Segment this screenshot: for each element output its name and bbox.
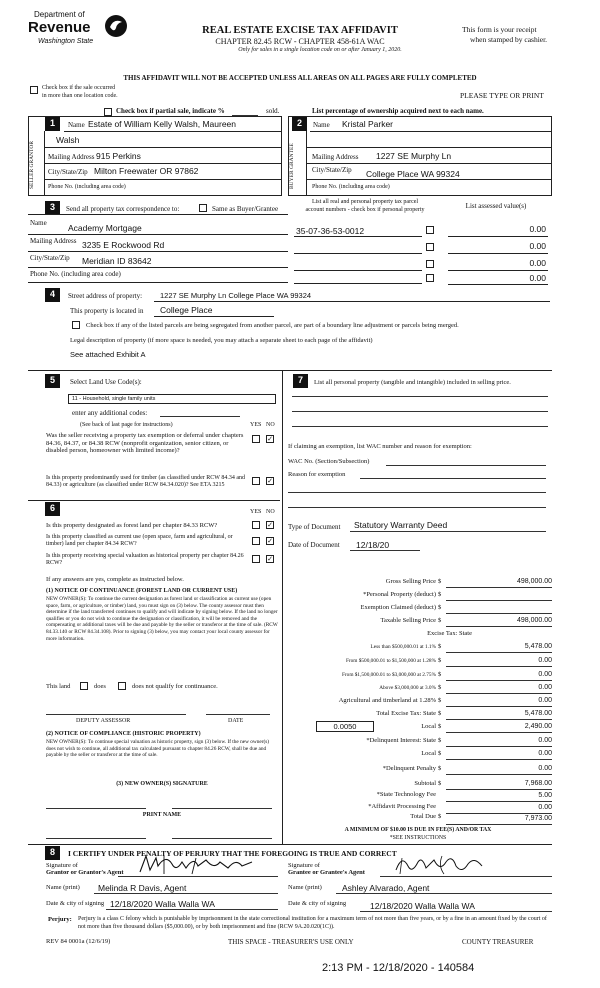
grantee-name[interactable]: Ashley Alvarado, Agent <box>342 883 430 893</box>
wac-label: WAC No. (Section/Subsection) <box>288 458 370 465</box>
s6-yes-header: YES <box>250 509 262 515</box>
seller-csz-label: City/State/Zip <box>48 168 88 176</box>
dollar-sign: $ <box>438 591 442 598</box>
buyer-csz[interactable]: College Place WA 99324 <box>366 169 460 179</box>
seller-side-label: SELLER GRANTOR <box>29 140 35 190</box>
s5-question-2: Is this property predominantly used for timber (as classified under RCW 84.34 and 84.33) or agriculture (as classified under RCW 84.34.020)? See ETA 3215 <box>46 475 246 488</box>
tax-row-value[interactable]: 0.00 <box>538 684 552 691</box>
pct-list-label: List percentage of ownership acquired next to each name. <box>312 107 484 115</box>
if-yes-instructions: If any answers are yes, complete as instructed below. <box>46 576 184 583</box>
this-land-label: This land <box>46 683 71 690</box>
perjury-text: Perjury is a class C felony which is punishable by imprisonment in the state correctional institution for a maximum term of not more than five years, or by a fine in an amount fixed by the court of not more than five thousand dollars ($5,000.00), or by both imprisonment and fine (RCW 9A.20.020(1C)). <box>78 916 547 930</box>
buyer-name[interactable]: Kristal Parker <box>342 119 394 129</box>
logo-revenue-text: Revenue <box>28 19 91 36</box>
tax-row-label: Less than $500,000.01 at 1.1% <box>370 644 436 650</box>
see-instructions-note: *SEE INSTRUCTIONS <box>389 835 447 841</box>
corr-name-label: Name <box>30 219 47 227</box>
partial-sale-label: Check box if partial sale, indicate % <box>116 107 225 115</box>
dollar-sign: $ <box>438 697 442 704</box>
dollar-sign: $ <box>438 604 442 611</box>
s6-q1-yes-checkbox[interactable] <box>252 521 260 529</box>
section-3-badge: 3 <box>45 201 60 215</box>
exemption-claim-label: If claiming an exemption, list WAC number and reason for exemption: <box>288 443 472 450</box>
seller-name-label: Name <box>68 121 85 129</box>
street-address[interactable]: 1227 SE Murphy Ln College Place WA 99324 <box>160 291 312 300</box>
assessed-value[interactable]: 0.00 <box>529 273 546 283</box>
segregate-label: Check box if any of the listed parcels are being segregated from another parcel, are part of a boundary line adjustment or parcels being merged. <box>86 322 459 329</box>
assessed-value[interactable]: 0.00 <box>529 241 546 251</box>
tax-row-label: *Delinquent Penalty <box>382 765 436 772</box>
section-7-badge: 7 <box>293 374 308 388</box>
section-1-badge: 1 <box>45 117 60 131</box>
buyer-name-label: Name <box>313 121 330 129</box>
grantee-date-label: Date & city of signing <box>288 900 347 907</box>
personal-property-label: List all personal property (tangible and intangible) included in selling price. <box>314 379 511 386</box>
s5-q1-no-checkbox[interactable]: ✓ <box>267 435 273 443</box>
tax-row-value[interactable]: 7,973.00 <box>524 815 552 822</box>
tax-row-value[interactable]: 0.00 <box>538 804 552 811</box>
legal-desc[interactable]: See attached Exhibit A <box>70 350 146 359</box>
tax-row-value[interactable]: 0.00 <box>538 671 552 678</box>
grantee-name-label: Name (print) <box>288 884 322 891</box>
form-only-for: Only for sales in a single location code on or after January 1, 2020. <box>238 47 402 53</box>
form-revision: REV 84 0001a (12/6/19) <box>46 938 111 945</box>
s6-question-2: Is this property classified as current use (open space, farm and agricultural, or timber) land per chapter 84.34 RCW? <box>46 534 233 547</box>
reason-label: Reason for exemption <box>288 471 346 478</box>
buyer-address[interactable]: 1227 SE Murphy Ln <box>376 151 452 161</box>
grantee-signature[interactable] <box>392 852 492 876</box>
tax-row-label: Exemption Claimed (deduct) <box>360 604 436 611</box>
land-does-label: does <box>94 683 106 690</box>
assessed-value[interactable]: 0.00 <box>529 224 546 234</box>
tax-row-label: Agricultural and timberland at 1.28% <box>338 697 436 704</box>
corr-csz[interactable]: Meridian ID 83642 <box>82 256 152 266</box>
same-as-buyer-checkbox[interactable] <box>199 204 207 212</box>
seller-name-line-1[interactable]: Estate of William Kelly Walsh, Maureen <box>88 119 237 129</box>
tax-row-value[interactable]: 5.00 <box>538 792 552 799</box>
notice-compliance-body: NEW OWNER(S): To continue special valuation as historic property, sign (3) below. If the new owner(s) does not wish to continue, all additional tax calculated pursuant to chapter 84.26 RCW, shall be due and payable by the seller or transferor at the time of sale. <box>46 739 270 759</box>
form-title: REAL ESTATE EXCISE TAX AFFIDAVIT <box>202 25 398 36</box>
s6-q1-no-checkbox[interactable]: ✓ <box>267 521 273 529</box>
dollar-sign: $ <box>438 765 442 772</box>
doc-type[interactable]: Statutory Warranty Deed <box>354 520 448 530</box>
dollar-sign: $ <box>438 723 442 730</box>
tax-row-label: *Affidavit Processing Fee <box>368 803 436 810</box>
land-does-checkbox[interactable] <box>80 682 88 690</box>
corr-csz-label: City/State/Zip <box>30 254 70 262</box>
print-name-label: PRINT NAME <box>142 812 182 818</box>
s6-q3-no-checkbox[interactable]: ✓ <box>267 555 273 563</box>
tax-row-label: Excise Tax: State <box>427 630 472 637</box>
s5-yes-header: YES <box>250 422 262 428</box>
partial-sold-label: sold. <box>266 107 280 115</box>
buyer-phone-label: Phone No. (including area code) <box>312 184 390 190</box>
grantor-date-label: Date & city of signing <box>46 900 105 907</box>
grantee-sig-label-2: Grantee or Grantee's Agent <box>288 869 365 876</box>
tax-row-value[interactable]: 498,000.00 <box>516 617 552 624</box>
corr-name[interactable]: Academy Mortgage <box>68 223 142 233</box>
personal-property-checkbox[interactable] <box>426 260 434 268</box>
certify-text: I CERTIFY UNDER PENALTY OF PERJURY THAT THE FOREGOING IS TRUE AND CORRECT <box>68 849 397 858</box>
tax-row-value[interactable]: 0.00 <box>538 737 552 744</box>
assessed-value-header: List assessed value(s) <box>465 202 527 210</box>
notice-compliance-title: (2) NOTICE OF COMPLIANCE (HISTORIC PROPERTY) <box>46 731 201 737</box>
section-2-badge: 2 <box>292 117 307 131</box>
tax-row-value[interactable]: 5,478.00 <box>524 710 552 717</box>
tax-row-label: Gross Selling Price <box>385 578 436 585</box>
tax-row-value[interactable]: 498,000.00 <box>516 578 552 585</box>
new-owner-signature-title: (3) NEW OWNER(S) SIGNATURE <box>116 781 208 787</box>
seller-csz[interactable]: Milton Freewater OR 97862 <box>94 166 199 176</box>
personal-property-checkbox[interactable] <box>426 243 434 251</box>
personal-property-checkbox[interactable] <box>426 274 434 282</box>
parcel-number[interactable]: 35-07-36-53-0012 <box>296 226 365 236</box>
multi-location-label-2: in more than one location code. <box>42 93 118 99</box>
recording-stamp: 2:13 PM - 12/18/2020 - 140584 <box>322 962 475 974</box>
multi-location-label-1: Check box if the sale occurred <box>42 85 116 91</box>
notice-continuance-body: NEW OWNER(S): To continue the current designation as forest land or classification as current use (open space, farm, or agriculture, or timber) land, you must sign on (3) below. The county assessor must then determine if the land transferred continues to qualify and will indicate by signing below. If the land no longer qualifies or you do not wish to continue the designation or classification, it will be removed and the compensating or additional taxes will be due and payable by the seller or transferor at the time of sale. (RCW 84.33.140 or RCW 84.34.108). Prior to signing (3) below, you may contact your local county assessor for more information. <box>46 596 278 642</box>
tax-row-value[interactable]: 0.00 <box>538 750 552 757</box>
tax-row-value[interactable]: 0.00 <box>538 765 552 772</box>
located-label: This property is located in <box>70 307 144 315</box>
send-correspondence-label: Send all property tax correspondence to: <box>66 205 180 213</box>
receipt-note-1: This form is your receipt <box>462 25 537 34</box>
parcel-list-header-2: account numbers - check box if personal property <box>305 207 425 213</box>
tax-row-label: *State Technology Fee <box>376 791 436 798</box>
multi-location-checkbox[interactable] <box>30 86 38 94</box>
legal-desc-label: Legal description of property (if more space is needed, you may attach a separate sheet to each page of the affidavit) <box>70 337 373 344</box>
parcel-list-header-1: List all real and personal property tax parcel <box>311 199 419 205</box>
same-as-buyer-label: Same as Buyer/Grantee <box>212 205 279 213</box>
dollar-sign: $ <box>438 780 442 787</box>
land-use-label: Select Land Use Code(s): <box>70 378 142 386</box>
grantor-name[interactable]: Melinda R Davis, Agent <box>98 883 187 893</box>
partial-sale-checkbox[interactable] <box>104 108 112 116</box>
grantor-sig-label-1: Signature of <box>46 862 78 869</box>
s6-q2-no-checkbox[interactable]: ✓ <box>267 537 273 545</box>
personal-property-checkbox[interactable] <box>426 226 434 234</box>
s5-no-header: NO <box>266 422 275 428</box>
seller-address[interactable]: 915 Perkins <box>96 151 141 161</box>
grantor-date-city[interactable]: 12/18/2020 Walla Walla WA <box>110 899 215 909</box>
s6-question-3: Is this property receiving special valuation as historical property per chapter 84.26 RCW? <box>46 553 244 566</box>
tax-row-label: From $500,000.01 to $1,500,000 at 1.28% <box>345 658 436 664</box>
tax-row-label: Subtotal <box>414 780 436 787</box>
logo-state-text: Washington State <box>38 38 94 45</box>
s5-q1-yes-checkbox[interactable] <box>252 435 260 443</box>
dollar-sign: $ <box>438 617 442 624</box>
logo-dept-text: Department of <box>34 10 85 19</box>
s6-question-1: Is this property designated as forest land per chapter 84.33 RCW? <box>46 522 218 529</box>
located-city[interactable]: College Place <box>160 305 213 315</box>
section-6-badge: 6 <box>45 502 60 516</box>
s5-q2-no-checkbox[interactable]: ✓ <box>267 477 273 485</box>
segregate-checkbox[interactable] <box>72 321 80 329</box>
s6-no-header: NO <box>266 509 275 515</box>
notice-continuance-title: (1) NOTICE OF CONTINUANCE (FOREST LAND OR CURRENT USE) <box>46 588 238 594</box>
buyer-address-label: Mailing Address <box>312 153 359 161</box>
dollar-sign: $ <box>438 684 442 691</box>
seller-address-label: Mailing Address <box>48 153 95 161</box>
buyer-side-label: BUYER GRANTEE <box>289 143 295 189</box>
s5-q2-yes-checkbox[interactable] <box>252 477 260 485</box>
tax-row-value[interactable]: 7,968.00 <box>524 780 552 787</box>
receipt-note-2: when stamped by cashier. <box>470 35 548 44</box>
s5-question-1: Was the seller receiving a property tax exemption or deferral under chapters 84.36, 84.37, or 84.38 RCW (nonprofit organization, senior citizen, or disabled person, homeowner with limited income)? <box>46 432 244 454</box>
dor-logo <box>28 10 128 66</box>
corr-phone-label: Phone No. (including area code) <box>30 270 121 278</box>
grantee-sig-label-1: Signature of <box>288 862 320 869</box>
please-type: PLEASE TYPE OR PRINT <box>460 91 544 100</box>
doc-date-label: Date of Document <box>288 541 340 549</box>
deputy-date-label: DATE <box>228 718 244 724</box>
tax-row-value[interactable]: 0.00 <box>538 657 552 664</box>
tax-row-label: From $1,500,000.01 to $3,000,000 at 2.75% <box>341 672 436 678</box>
doc-date[interactable]: 12/18/20 <box>356 540 390 550</box>
assessed-value[interactable]: 0.00 <box>529 258 546 268</box>
section-8-badge: 8 <box>45 846 60 860</box>
tax-row-label: Local <box>421 723 436 730</box>
land-does-not-checkbox[interactable] <box>118 682 126 690</box>
dollar-sign: $ <box>438 813 442 820</box>
minimum-due-note: A MINIMUM OF $10.00 IS DUE IN FEE(S) AND/OR TAX <box>344 827 492 833</box>
perjury-label: Perjury: <box>48 916 72 923</box>
deputy-assessor-label: DEPUTY ASSESSOR <box>76 718 131 724</box>
dollar-sign: $ <box>438 750 442 757</box>
grantor-name-label: Name (print) <box>46 884 80 891</box>
tax-row-label: Local <box>421 750 436 757</box>
dollar-sign: $ <box>438 578 442 585</box>
s6-q3-yes-checkbox[interactable] <box>252 555 260 563</box>
dollar-sign: $ <box>438 643 442 650</box>
dollar-sign: $ <box>438 710 442 717</box>
additional-codes-label: enter any additional codes: <box>72 409 148 417</box>
land-use-value: 11 - Household, single family units <box>72 396 156 402</box>
land-does-not-label: does not qualify for continuance. <box>132 683 218 690</box>
form-chapter: CHAPTER 82.45 RCW - CHAPTER 458-61A WAC <box>215 37 385 46</box>
tax-row-value[interactable]: 5,478.00 <box>524 643 552 650</box>
tax-row-label: Total Due <box>410 813 436 820</box>
section-5-badge: 5 <box>45 374 60 388</box>
tax-row-label: Above $3,000,000 at 3.0% <box>379 685 436 691</box>
tax-row-label: Total Excise Tax: State <box>376 710 436 717</box>
tax-row-label: *Personal Property (deduct) <box>363 591 436 598</box>
s6-q2-yes-checkbox[interactable] <box>252 537 260 545</box>
seller-phone-label: Phone No. (including area code) <box>48 184 126 190</box>
corr-address[interactable]: 3235 E Rockwood Rd <box>82 240 165 250</box>
grantor-signature[interactable] <box>136 852 266 876</box>
seller-name-line-2[interactable]: Walsh <box>56 135 80 145</box>
corr-address-label: Mailing Address <box>30 237 77 245</box>
see-back-label: (See back of last page for instructions) <box>80 422 173 428</box>
tax-row-value[interactable]: 2,490.00 <box>524 723 552 730</box>
street-label: Street address of property: <box>68 292 143 300</box>
grantee-date-city[interactable]: 12/18/2020 Walla Walla WA <box>370 901 475 911</box>
warning-text: THIS AFFIDAVIT WILL NOT BE ACCEPTED UNLESS ALL AREAS ON ALL PAGES ARE FULLY COMPLETED <box>123 74 477 82</box>
treasurer-space-label: THIS SPACE - TREASURER'S USE ONLY <box>228 938 354 946</box>
dollar-sign: $ <box>438 657 442 664</box>
dollar-sign: $ <box>438 737 442 744</box>
section-4-badge: 4 <box>45 288 60 302</box>
grantor-sig-label-2: Grantor or Grantor's Agent <box>46 869 124 876</box>
buyer-csz-label: City/State/Zip <box>312 166 352 174</box>
doc-type-label: Type of Document <box>288 523 341 531</box>
tax-row-label: Taxable Selling Price <box>380 617 436 624</box>
county-treasurer-label: COUNTY TREASURER <box>462 938 534 946</box>
local-rate: 0.0050 <box>333 722 357 731</box>
wa-seal-icon <box>104 14 128 38</box>
dollar-sign: $ <box>438 671 442 678</box>
tax-row-value[interactable]: 0.00 <box>538 697 552 704</box>
tax-row-label: *Delinquent Interest: State <box>366 737 436 744</box>
